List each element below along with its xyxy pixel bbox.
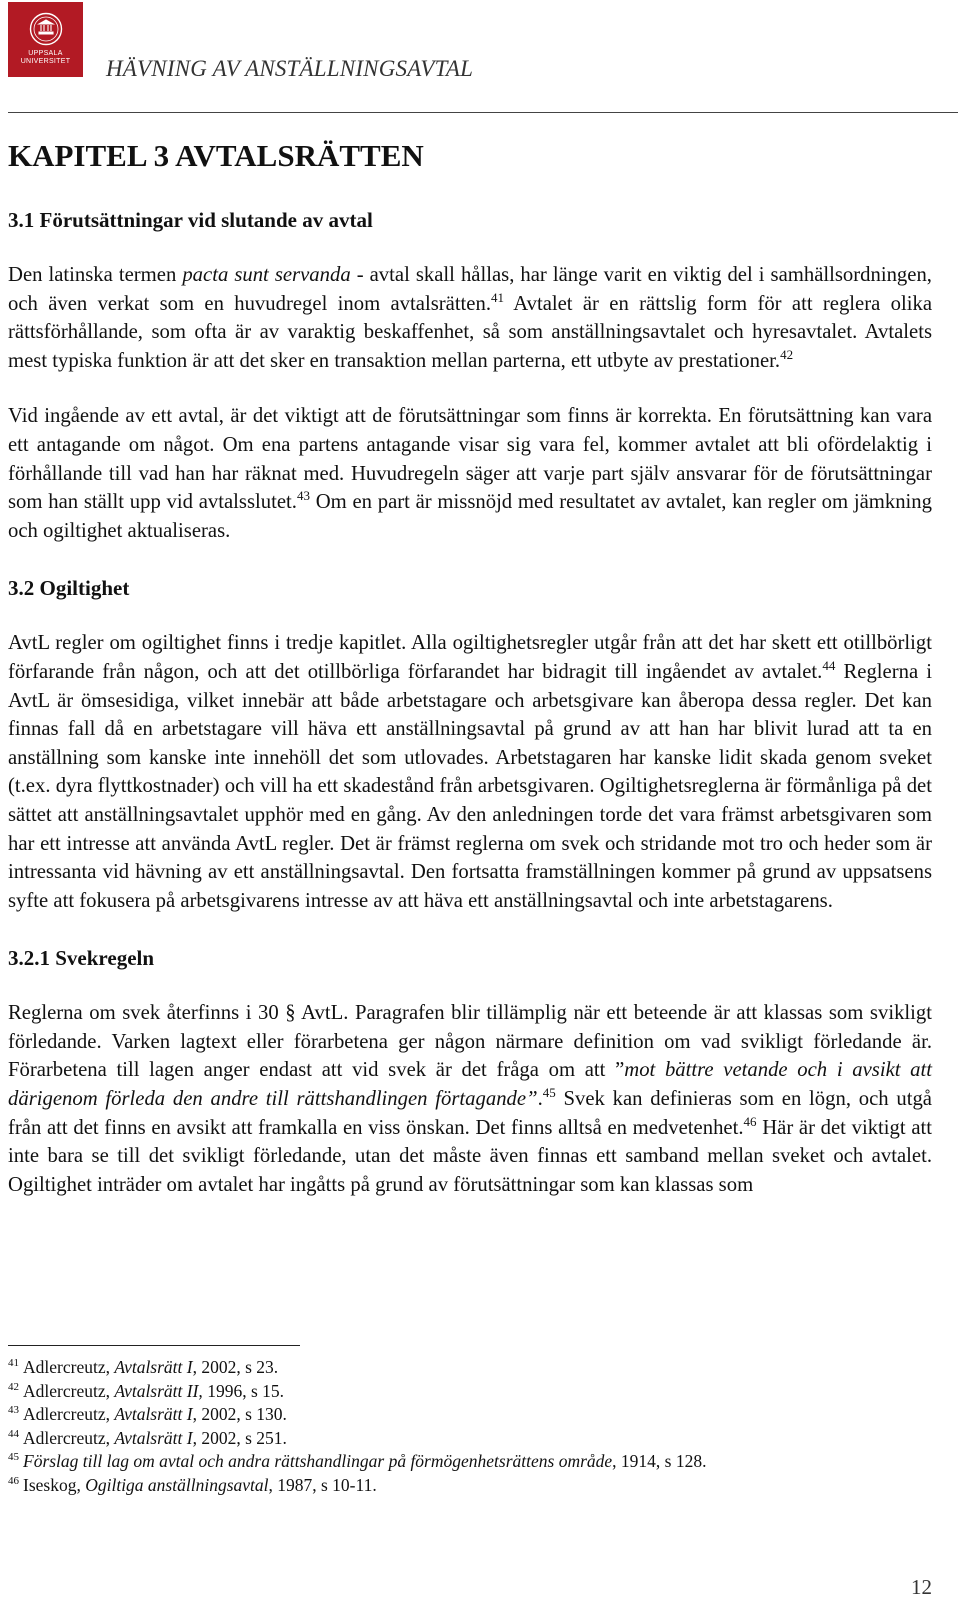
footnote-title: Avtalsrätt I <box>114 1357 193 1377</box>
text-run: Reglerna om svek återfinns i 30 § AvtL. Paragrafen blir tillämplig när ett beteende är att klassas som svikligt förledande. Varken lagtext eller förarbetena ger någon närmare definition om vad svikligt förledande är. Förarbetena till lagen anger endast att vid svek är det fråga om att ” <box>8 1002 932 1082</box>
footnote-text: , 2002, s 130. <box>192 1404 287 1424</box>
university-seal-icon <box>29 12 63 46</box>
footnote-title: Avtalsrätt II, <box>114 1380 203 1401</box>
section-heading-3-1: 3.1 Förutsättningar vid slutande av avtal <box>8 208 373 232</box>
italic-quote: mot bättre vetande och i avsikt att därigenom förleda den andre till rättshandlingen förtagande” <box>8 1059 933 1111</box>
text-run: Avtalet är en rättslig form för att reglera olika rättsförhållande, som ofta är av varaktig beskaffenhet, så som anställningsavtalet och hyresavtalet. Avtalets mest typiska funktion är att det sker en transaktion mellan parterna, ett utbyte av prestationer. <box>8 292 933 372</box>
footnote-number: 41 <box>8 1357 19 1370</box>
footnote-text: Iseskog, <box>23 1474 86 1495</box>
footnote-title: Avtalsrätt I <box>114 1427 193 1448</box>
footnote-ref-44[interactable]: 44 <box>822 658 836 674</box>
footnote-number: 43 <box>8 1404 19 1417</box>
footnote-44 <box>8 1427 938 1451</box>
footnote-text: , 2002, s 251. <box>192 1427 287 1448</box>
footnote-divider <box>8 1345 300 1346</box>
paragraph-3-2-1 <box>8 999 932 1199</box>
text-run: Här är det viktigt att inte bara se till det svikligt förledande, utan det måste även finnas ett samband mellan sveket och avtalet. Ogiltighet inträder om avtalet har ingåtts på grund av förutsättningar som kan klassas som <box>8 1116 932 1196</box>
paragraph-3-1-b <box>8 402 932 545</box>
paragraph-3-2 <box>8 629 932 915</box>
footnote-ref-41[interactable]: 41 <box>491 289 505 305</box>
text-run: AvtL regler om ogiltighet finns i tredje kapitlet. Alla ogiltighetsregler utgår från att det har skett ett otillbörligt förfarande från någon, och att det otillbörliga förfarandet har bidragit till ingåendet av avtalet. <box>8 632 932 683</box>
footnote-41 <box>8 1356 938 1380</box>
text-run: Den latinska termen <box>8 264 183 286</box>
footnote-text: Adlercreutz, <box>23 1427 115 1448</box>
footnote-43 <box>8 1403 938 1427</box>
footnote-text: Adlercreutz, <box>23 1380 115 1401</box>
footnote-46 <box>8 1474 938 1498</box>
section-heading-3-2: 3.2 Ogiltighet <box>8 576 130 601</box>
section-heading-3-2-1: 3.2.1 Svekregeln <box>8 946 155 971</box>
university-logo <box>8 2 83 77</box>
page-number: 12 <box>911 1575 932 1599</box>
page-header <box>8 2 958 114</box>
footnote-number: 42 <box>8 1380 19 1393</box>
footnote-title: Förslag till lag om avtal och andra rättshandlingar på förmögenhetsrättens område <box>23 1451 613 1471</box>
footnote-text: 1996, s 15. <box>202 1380 284 1401</box>
footnote-ref-46[interactable]: 46 <box>743 1113 757 1129</box>
logo-text-line1: UPPSALA <box>28 50 63 57</box>
footnotes <box>8 1356 938 1497</box>
footnote-title: Ogiltiga anställningsavtal <box>85 1474 269 1495</box>
logo-text <box>21 50 71 66</box>
text-run: - avtal skall hållas, har länge varit en viktig del i samhällsordningen, och även verkat som en huvudregel inom avtalsrätten. <box>8 264 932 315</box>
italic-term: pacta sunt servanda <box>182 264 351 286</box>
text-run: . <box>537 1088 543 1111</box>
header-divider <box>8 112 958 113</box>
footnote-text: , 1914, s 128. <box>612 1451 707 1471</box>
footnote-text: , 2002, s 23. <box>192 1357 279 1377</box>
paragraph-3-1-a <box>8 261 932 375</box>
footnote-ref-45[interactable]: 45 <box>542 1085 556 1101</box>
footnote-text: Adlercreutz, <box>23 1404 115 1424</box>
footnote-title: Avtalsrätt I <box>114 1404 193 1424</box>
logo-text-line2: UNIVERSITET <box>20 58 71 65</box>
main-content <box>8 136 932 1199</box>
footnote-text: Adlercreutz, <box>23 1357 115 1377</box>
footnote-42 <box>8 1380 938 1404</box>
footnote-text: , 1987, s 10-11. <box>268 1474 377 1495</box>
chapter-title: KAPITEL 3 AVTALSRÄTTEN <box>8 138 424 173</box>
text-run: Vid ingående av ett avtal, är det viktigt att de förutsättningar som finns är korrekta. En förutsättning kan vara ett antagande om något. Om ena partens antagande visar sig vara fel, kommer avtalet att bli ofördelaktig i förhållande till vad han har räknat med. Huvudregeln säger att varje part själv ansvarar för de förutsättningar som han ställt upp vid avtalsslutet. <box>8 405 932 514</box>
running-title: HÄVNING AV ANSTÄLLNINGSAVTAL <box>106 56 474 81</box>
text-run: Svek kan definieras som en lögn, och utgå från att det finns en avsikt att framkalla en viss önskan. Det finns alltså en medvetenhet. <box>8 1088 932 1139</box>
footnote-ref-43[interactable]: 43 <box>296 488 310 504</box>
footnote-number: 46 <box>8 1474 19 1487</box>
text-run: Om en part är missnöjd med resultatet av avtalet, kan regler om jämkning och ogiltighet aktualiseras. <box>8 491 932 542</box>
footnote-ref-42[interactable]: 42 <box>780 346 794 362</box>
footnote-number: 45 <box>8 1451 19 1464</box>
text-run: Reglerna i AvtL är ömsesidiga, vilket innebär att både arbetstagare och arbetsgivare kan åberopa dessa regler. Det kan finnas fall då en arbetstagare vill häva ett anställningsavtal på grund av att han har blivit lurad att ta en anställning som kanske inte innehöll det som utlovades. Arbetstagaren har kanske lidit skada genom sveket (t.ex. dyra flyttkostnader) och vill ha ett skadestånd från arbetsgivaren. Ogiltighetsreglerna är förmånliga på det sättet att anställningsavtalet upphör med en gång. Av den anledningen torde det vara främst arbetsgivaren som har ett intresse att använda AvtL regler. Det är främst reglerna om svek och stridande mot tro och heder som är intressanta vid hävning av ett anställningsavtal. Den fortsatta framställningen kommer på grund av uppsatsens syfte att fokusera på arbetsgivarens intresse av att häva ett anställningsavtal och inte arbetstagarens. <box>8 660 932 912</box>
footnote-number: 44 <box>8 1427 19 1440</box>
footnote-45 <box>8 1450 938 1474</box>
